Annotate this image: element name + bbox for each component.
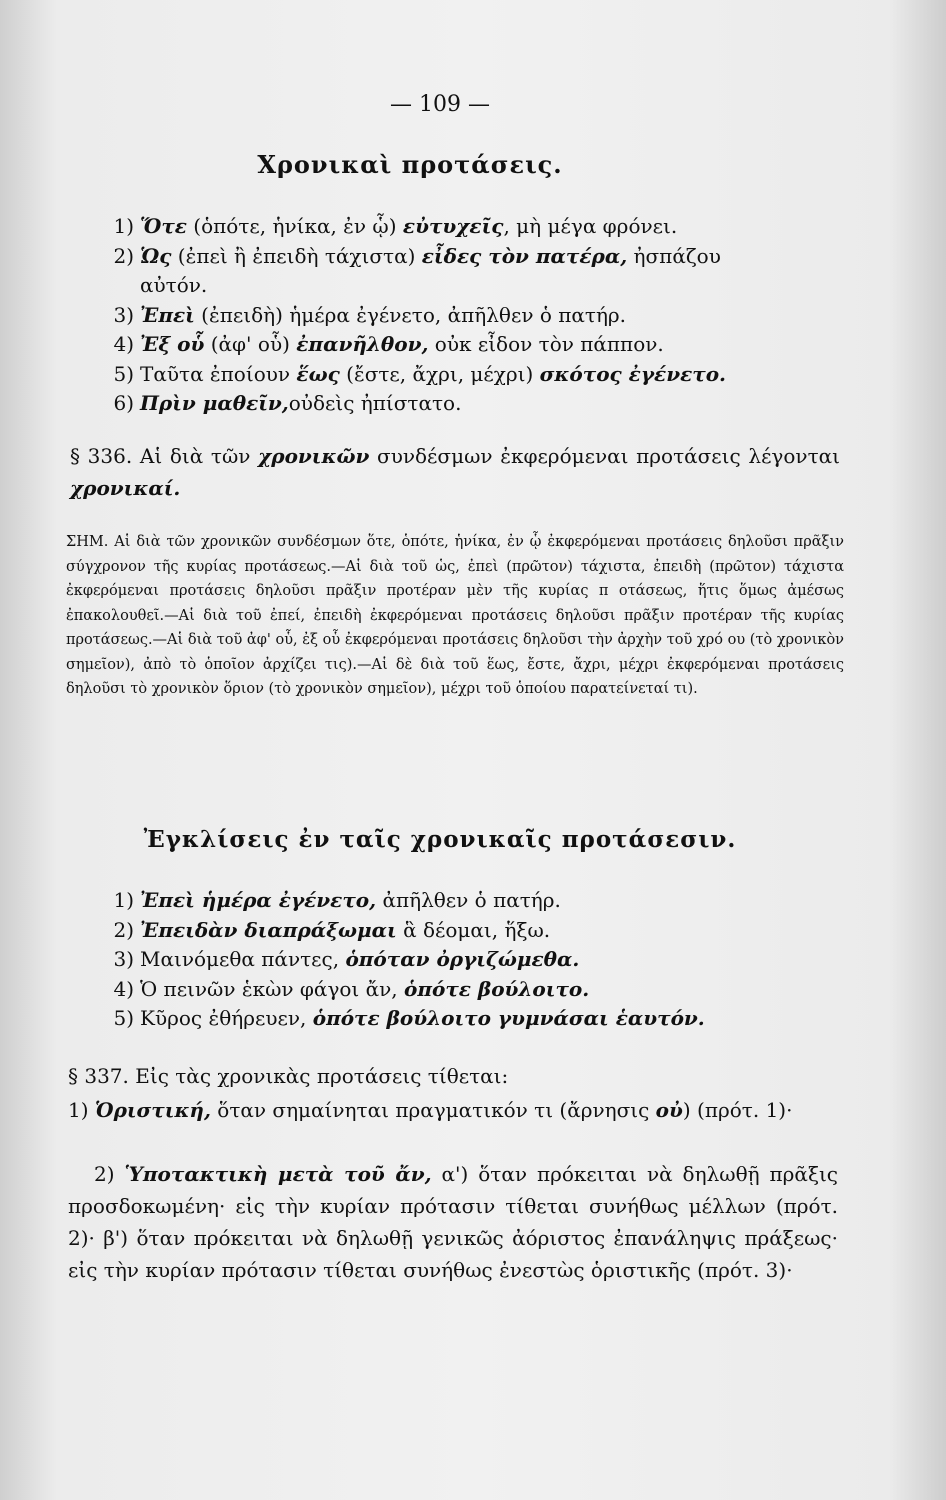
text-run: , μὴ μέγα φρόνει. xyxy=(503,214,678,238)
example-item xyxy=(70,945,850,975)
note-paragraph: ΣΗΜ. Αἱ διὰ τῶν χρονικῶν συνδέσμων ὅτε, ὁπότε, ἡνίκα, ἐν ᾧ ἐκφερόμεναι προτάσεις δηλοῦσι πρᾶξιν σύγχρονον τῆς κυρίας προτάσεως.—Αἱ διὰ τοῦ ὡς, ἐπεὶ (πρῶτον) τάχιστα, ἐπειδὴ (πρῶτον) τάχιστα ἐκφερόμεναι προτάσεις δηλοῦσι πρᾶξιν προτέραν μὲν τῆς κυρίας π οτάσεως, ἥτις ὅμως ἀμέσως ἐπακολουθεῖ.—Αἱ διὰ τοῦ ἐπεί, ἐπειδὴ ἐκφερόμεναι προτάσεις δηλοῦσι πρᾶξιν προτέραν τῆς κυρίας προτάσεως.—Αἱ διὰ τοῦ ἀφ' οὗ, ἐξ οὗ ἐκφερόμεναι προτάσεις δηλοῦσι τὴν ἀρχὴν τοῦ χρό ου (τὸ χρονικὸν σημεῖον), ἀπὸ τὸ ὁποῖον ἀρχίζει τις).—Αἱ δὲ διὰ τοῦ ἕως, ἔστε, ἄχρι, μέχρι ἐκφερόμεναι προτάσεις δηλοῦσι τὸ χρονικὸν ὅριον (τὸ χρονικὸν σημεῖον), μέχρι τοῦ ὁποίου παρατείνεταί τι). xyxy=(66,534,844,697)
text-run: σκότος ἐγένετο. xyxy=(539,361,726,386)
text-run: Ταῦτα ἐποίουν xyxy=(140,361,297,386)
example-number: 3) xyxy=(113,302,134,327)
text-run: § 336. Αἱ διὰ τῶν xyxy=(70,444,259,468)
example-item xyxy=(70,916,850,946)
example-item xyxy=(70,389,850,419)
example-item xyxy=(70,212,850,242)
text-run: Ὡς xyxy=(140,243,172,268)
text-run: οὐδεὶς ἠπίστατο. xyxy=(288,391,462,415)
text-run: εἶδες τὸν πατέρα, xyxy=(421,243,628,268)
text-run: ἠσπάζου xyxy=(627,243,721,268)
text-run: (ὁπότε, ἡνίκα, ἐν ᾧ) xyxy=(186,214,403,238)
text-run: εὐτυχεῖς xyxy=(402,214,504,238)
example-number: 6) xyxy=(113,391,134,415)
text-run: Κῦρος ἐθήρευεν, xyxy=(140,1006,313,1030)
text-run: οὐκ εἶδον τὸν πάππον. xyxy=(428,332,664,356)
example-number: 3) xyxy=(113,947,134,971)
text-run: (ἔστε, ἄχρι, μέχρι) xyxy=(339,361,540,386)
text-run: ἐπανῆλθον, xyxy=(296,332,429,356)
text-run: συνδέσμων ἐκφερόμεναι προτάσεις λέγονται xyxy=(369,444,840,468)
text-run: ὅταν σημαίνηται πραγματικόν τι (ἄρνησις xyxy=(210,1098,656,1122)
text-run: ὁπότε βούλοιτο. xyxy=(404,976,590,1001)
text-run: χρονικῶν xyxy=(258,444,370,468)
example-number: 5) xyxy=(113,361,134,386)
paragraph-337-rule-1 xyxy=(68,1094,838,1126)
text-run: ὁπόταν ὀργιζώμεθα. xyxy=(345,947,580,971)
text-run: Ἐπεὶ ἡμέρα ἐγένετο, xyxy=(140,888,377,912)
example-item xyxy=(70,242,850,272)
text-run: ὁπότε βούλοιτο γυμνάσαι ἑαυτόν. xyxy=(312,1006,705,1030)
text-run: Ὁριστική, xyxy=(94,1098,211,1122)
example-number: 1) xyxy=(113,214,134,238)
text-run: Ὁ πεινῶν ἑκὼν φάγοι ἄν, xyxy=(140,976,405,1001)
example-item xyxy=(70,301,850,331)
example-item xyxy=(70,360,850,390)
text-run: Ἐπεὶ xyxy=(140,302,195,327)
text-run: Ἐπειδὰν διαπράξωμαι xyxy=(140,917,397,942)
text-run: Ὑποτακτικὴ μετὰ τοῦ ἄν, xyxy=(124,1162,432,1186)
example-item xyxy=(70,330,850,360)
example-item xyxy=(70,1004,850,1034)
section-title-temporal-clauses: Χρονικαὶ προτάσεις. xyxy=(257,150,563,179)
text-run: ἕως xyxy=(296,361,340,386)
text-run: χρονικαί. xyxy=(70,476,181,500)
text-run: Ἐξ οὗ xyxy=(140,332,205,356)
text-run: Πρὶν μαθεῖν, xyxy=(140,391,289,415)
examples-list-2 xyxy=(70,886,850,1034)
example-continuation: αὐτόν. xyxy=(140,273,208,297)
text-run: Ὅτε xyxy=(140,214,187,238)
paragraph-336 xyxy=(70,440,840,504)
example-number: 5) xyxy=(113,1006,134,1030)
example-number: 4) xyxy=(113,976,134,1001)
text-run: ἀπῆλθεν ὁ πατήρ. xyxy=(376,888,561,912)
text-run: ) (πρότ. 1)· xyxy=(682,1098,793,1122)
text-run: ἃ δέομαι, ἥξω. xyxy=(396,917,551,942)
section-title-moods: Ἐγκλίσεις ἐν ταῖς χρονικαῖς προτάσεσιν. xyxy=(143,826,737,853)
example-number: 2) xyxy=(113,243,134,268)
text-run: 2) xyxy=(94,1162,125,1186)
text-run: 1) xyxy=(68,1098,95,1122)
examples-list-1 xyxy=(70,212,850,419)
text-run: οὐ xyxy=(655,1098,683,1122)
text-run: (ἐπειδὴ) ἡμέρα ἐγένετο, ἀπῆλθεν ὁ πατήρ. xyxy=(194,302,627,327)
text-run: (ἐπεὶ ἢ ἐπειδὴ τάχιστα) xyxy=(171,243,422,268)
text-run: (ἀφ' οὗ) xyxy=(204,332,297,356)
example-item xyxy=(70,975,850,1005)
example-number: 1) xyxy=(113,888,134,912)
text-run: Μαινόμεθα πάντες, xyxy=(140,947,346,971)
example-number: 4) xyxy=(113,332,134,356)
example-number: 2) xyxy=(113,917,134,942)
example-item xyxy=(70,886,850,916)
page-number: — 109 — xyxy=(390,92,490,117)
paragraph-337-rule-2 xyxy=(68,1158,838,1286)
text-run: α') ὅταν πρόκειται νὰ δηλωθῇ πρᾶξις προσδοκωμένη· εἰς τὴν κυρίαν πρότασιν τίθεται συνήθως μέλλων (πρότ. 2)· β') ὅταν πρόκειται νὰ δηλωθῇ γενικῶς ἀόριστος ἐπανάληψις πράξεως· εἰς τὴν κυρίαν πρότασιν τίθεται συνήθως ἐνεστὼς ὁριστικῆς (πρότ. 3)· xyxy=(68,1162,838,1282)
paragraph-337-intro: § 337. Εἰς τὰς χρονικὰς προτάσεις τίθεται: xyxy=(68,1064,509,1088)
